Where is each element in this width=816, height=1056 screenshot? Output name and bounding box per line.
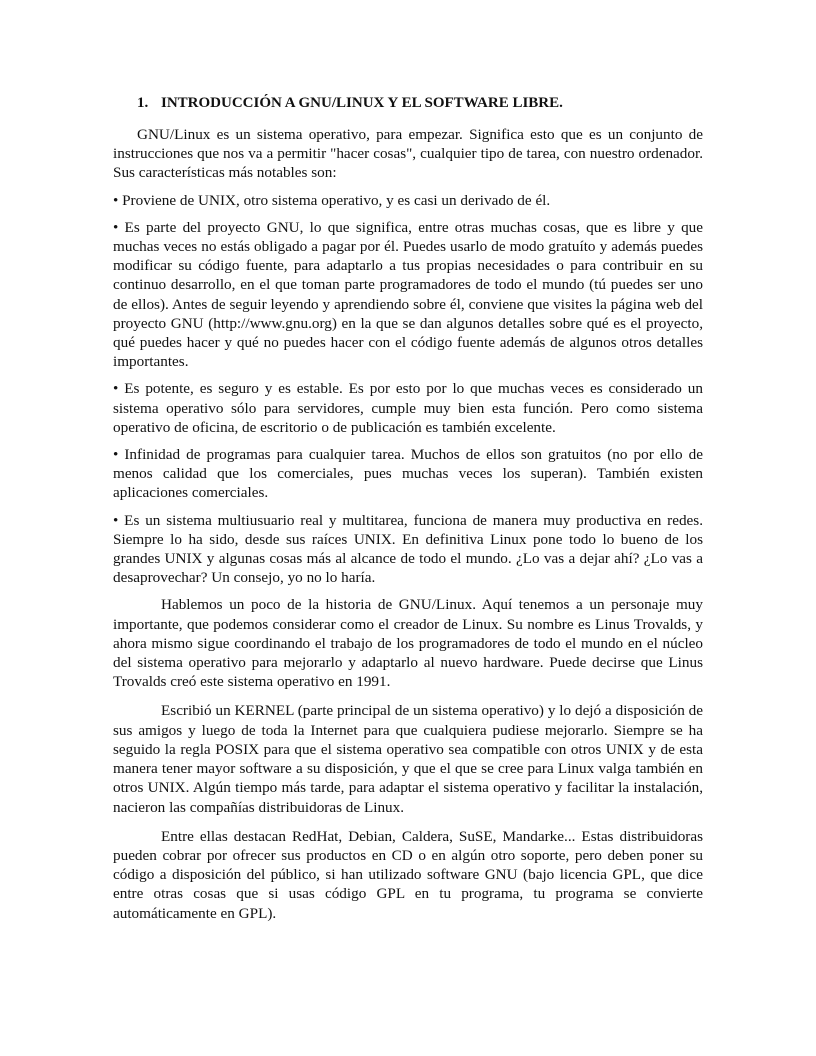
document-page	[113, 94, 703, 933]
bullet-paragraph-multiuser: • Es un sistema multiusuario real y multitarea, funciona de manera muy productiva en redes. Siempre lo ha sido, desde sus raíces UNIX. En definitiva Linux pone todo lo bueno de los grandes UNIX y algunas cosas más al alcance de todo el mundo. ¿Lo vas a dejar ahí? ¿Lo vas a desaprovechar? Un consejo, yo no lo haría.	[113, 511, 703, 587]
bullet-paragraph-unix: • Proviene de UNIX, otro sistema operativo, y es casi un derivado de él.	[113, 191, 551, 209]
bullet-paragraph-gnu: • Es parte del proyecto GNU, lo que significa, entre otras muchas cosas, que es libre y que muchas veces no estás obligado a pagar por él. Puedes usarlo de modo gratuíto y además puedes modificar su código fuente, para adaptarlo a tus propias necesidades o para contribuir en su continuo desarrollo, en el que toman parte programadores de todo el mundo (tú puedes ser uno de ellos). Antes de seguir leyendo y aprendiendo sobre él, conviene que visites la página web del proyecto GNU (http://www.gnu.org) en la que se dan algunos detalles sobre qué es el proyecto, qué puedes hacer y qué no puedes hacer con el código fuente además de algunos otros detalles importantes.	[113, 218, 703, 371]
section-number: 1.	[137, 95, 149, 111]
intro-paragraph: GNU/Linux es un sistema operativo, para empezar. Significa esto que es un conjunto de instrucciones que nos va a permitir "hacer cosas", cualquier tipo de tarea, con nuestro ordenador. Sus características más notables son:	[113, 126, 703, 182]
kernel-paragraph: Escribió un KERNEL (parte principal de un sistema operativo) y lo dejó a disposición de sus amigos y luego de toda la Internet para que cualquiera pudiese mejorarlo. Siempre se ha seguido la regla POSIX para que el sistema operativo sea compatible con otros UNIX y de esta manera tener mayor software a su disposición, y que el que se cree para Linux valga también en otros UNIX. Algún tiempo más tarde, para adaptar el sistema operativo y facilitar la instalación, nacieron las compañías distribuidoras de Linux.	[113, 702, 703, 816]
distributions-paragraph: Entre ellas destacan RedHat, Debian, Caldera, SuSE, Mandarke... Estas distribuidoras pueden cobrar por ofrecer sus productos en CD o en algún otro soporte, pero deben poner su código a disposición del público, si han utilizado software GNU (bajo licencia GPL, que dice entre otras cosas que si usas código GPL en tu programa, tu programa se convierte automáticamente en GPL).	[113, 827, 703, 922]
bullet-paragraph-stable: • Es potente, es seguro y es estable. Es por esto por lo que muchas veces es considerado un sistema operativo sólo para servidores, cumple muy bien esta función. Pero como sistema operativo de oficina, de escritorio o de publicación es también excelente.	[113, 380, 703, 436]
history-paragraph: Hablemos un poco de la historia de GNU/Linux. Aquí tenemos a un personaje muy importante, que podemos considerar como el creador de Linux. Su nombre es Linus Trovalds, y ahora mismo sigue coordinando el trabajo de los programadores de todo el mundo en el núcleo del sistema operativo para mejorarlo y adaptarlo al nuevo hardware. Puede decirse que Linus Trovalds creó este sistema operativo en 1991.	[113, 596, 703, 691]
section-heading	[137, 94, 703, 113]
bullet-paragraph-programs: • Infinidad de programas para cualquier tarea. Muchos de ellos son gratuitos (no por ello de menos calidad que los comerciales, pues muchas veces los superan). También existen aplicaciones comerciales.	[113, 446, 703, 502]
section-title: INTRODUCCIÓN A GNU/LINUX Y EL SOFTWARE LIBRE.	[161, 95, 563, 111]
